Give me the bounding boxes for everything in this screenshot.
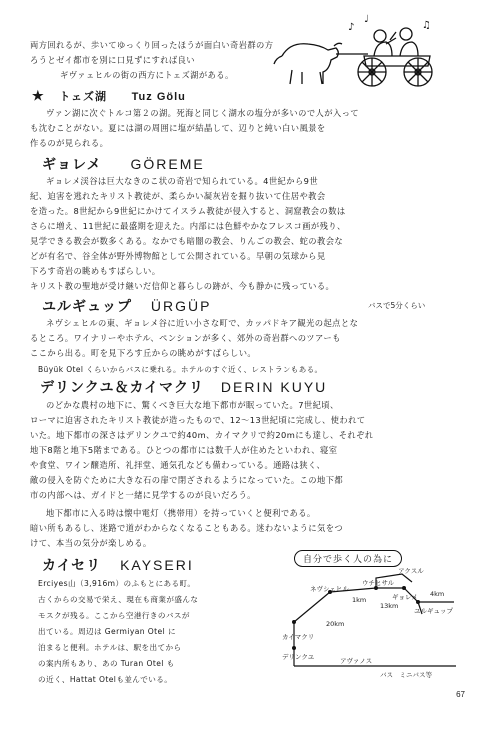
body-line: や食堂、ワイン醸造所、礼拝堂、通気孔なども備わっている。通路は狭く、 — [30, 460, 326, 470]
heading-en: KAYSERI — [120, 557, 194, 573]
heading-jp: ギョレメ — [42, 156, 102, 172]
hotel-note: Büyük Otel くらいからバスに乗れる。ホテルのすぐ近く、レストランもある。 — [38, 365, 323, 374]
map-label: アクスル — [398, 567, 424, 575]
intro-line: 両方回れるが、歩いてゆっくり回ったほうが面白い奇岩群の方 — [30, 40, 274, 50]
body-line: ヴァン湖に次ぐトルコ第２の湖。死海と同じく湖水の塩分が多いので人が入って — [46, 108, 360, 118]
map-label: ギョレメ — [392, 593, 418, 601]
section-heading-tuz — [32, 88, 186, 104]
body-line: の近く、Hattat Otelも並んでいる。 — [38, 675, 173, 684]
intro-line: ろうとゼイ都市を別に口見ずにすれば良い — [30, 55, 195, 65]
svg-text:♪: ♪ — [348, 22, 355, 33]
heading-en: DERIN KUYU — [220, 379, 328, 395]
body-line: Erciyes山（3,916m）のふもとにある町。 — [38, 579, 196, 588]
svg-text:♫: ♫ — [422, 20, 431, 31]
body-line: いた。地下都市の深さはデリンクユで約40m、カイマクリで約20mにも達し、それぞれ — [30, 430, 374, 440]
body-line: 地下都市に入る時は懐中電灯（携帯用）を持っていくと便利である。 — [46, 508, 316, 518]
body-line: 見学できる教会が数多くある。なかでも暗闇の教会、りんごの教会、蛇の教会な — [30, 236, 344, 246]
section-heading-kayseri — [42, 555, 194, 575]
map-label: 13km — [380, 602, 399, 610]
body-line: 古くからの交易で栄え、現在も商業が盛んな — [38, 595, 199, 604]
body-line: 暗い所もあるし、迷路で道がわからなくなることもある。迷わないように気をつ — [30, 523, 344, 533]
walking-map — [280, 548, 460, 688]
map-title: 自分で歩く人の為に — [294, 550, 402, 567]
body-line: 敵の侵入を防ぐために大きな石の扉で閉ざされるようになっていた。この地下都 — [30, 475, 344, 485]
body-line: 紀、迫害を逃れたキリスト教徒が、柔らかい凝灰岩を掘り抜いて住居や教会 — [30, 191, 326, 201]
section-heading-urgup — [42, 296, 211, 316]
body-line: 市の内部へは、ガイドと一緒に見学するのが良いだろう。 — [30, 490, 256, 500]
map-label: ウチヒサル — [362, 579, 395, 587]
body-line: 下ろす奇岩の眺めもすばらしい。 — [30, 266, 161, 276]
body-line: 地下8階と地下5階まである。ひとつの都市には数千人が住めたといわれ、寝室 — [30, 445, 338, 455]
heading-jp: トェズ湖 — [59, 91, 108, 103]
map-label: アヴァノス — [340, 657, 373, 665]
margin-note: バスで5分くらい — [368, 301, 426, 310]
body-line: ここから出る。町を見下ろす丘からの眺めがすばらしい。 — [30, 348, 257, 358]
map-label: デリンクユ — [282, 653, 315, 661]
body-line: を造った。8世紀から9世紀にかけてイスラム教徒が侵入すると、洞窟教会の数は — [30, 206, 346, 216]
page-number: 67 — [456, 690, 465, 699]
body-line: どが有名で、谷全体が野外博物館として公開されている。早朝の気球から見 — [30, 251, 326, 261]
map-label: 20km — [326, 620, 345, 628]
body-line: ローマに迫害されたキリスト教徒が造ったもので、12～13世紀頃に完成し、使われて — [30, 415, 366, 425]
body-line: さらに増え、11世紀に最盛期を迎えた。内部には色鮮やかなフレスコ画が残り、 — [30, 221, 346, 231]
map-label: 1km — [352, 596, 367, 604]
body-line: キリスト教の聖地が受け継いだ信仰と暮らしの跡が、今も静かに残っている。 — [30, 281, 335, 291]
body-line: のどかな農村の地下に、驚くべき巨大な地下都市が眠っていた。7世紀頃、 — [46, 400, 339, 410]
route-lines — [280, 548, 460, 688]
intro-line: ギヴァェヒルの街の西方にトェズ湖がある。 — [60, 70, 234, 80]
section-heading-derinkuyu — [40, 377, 327, 397]
star-icon: ★ — [32, 88, 45, 103]
heading-jp: カイセリ — [42, 557, 102, 573]
heading-en: ÜRGÜP — [150, 298, 212, 314]
body-line: 泊まると便利。ホテルは、駅を出てから — [38, 643, 182, 652]
body-line: ギョレメ渓谷は巨大なきのこ状の奇岩で知られている。4世紀から9世 — [46, 176, 319, 186]
map-label: バス ミニバス等 — [380, 671, 432, 679]
map-label: ネヴシェヒル — [310, 585, 349, 593]
body-line: も沈むことがない。夏には湖の周囲に塩が結晶して、辺りと純い白い風景を — [30, 123, 326, 133]
heading-jp: ユルギュップ — [42, 298, 132, 314]
body-line: 作るのが見られる。 — [30, 138, 109, 148]
body-line: の案内所もあり、あの Turan Otel も — [38, 659, 175, 668]
map-label: カイマクリ — [282, 633, 315, 641]
section-heading-goreme — [42, 154, 205, 174]
map-label: ユルギュップ — [414, 607, 453, 615]
body-line: モスクが残る。ここから空港行きのバスが — [38, 611, 190, 620]
heading-jp: デリンクユ＆カイマクリ — [40, 379, 205, 395]
body-line: 出ている。周辺は Germiyan Otel に — [38, 627, 176, 636]
heading-en: Tuz Gölu — [131, 91, 186, 103]
svg-text:♩: ♩ — [364, 14, 369, 25]
body-line: るところ。ワイナリーやホテル、ペンションが多く、郊外の奇岩群へのツアーも — [30, 333, 341, 343]
map-label: 4km — [430, 590, 445, 598]
body-line: ネヴシェヒルの東、ギョレメ谷に近い小さな町で、カッパドキア観光の起点とな — [46, 318, 359, 328]
heading-en: GÖREME — [130, 156, 205, 172]
body-line: けて、本当の気分が楽しめる。 — [30, 538, 152, 548]
